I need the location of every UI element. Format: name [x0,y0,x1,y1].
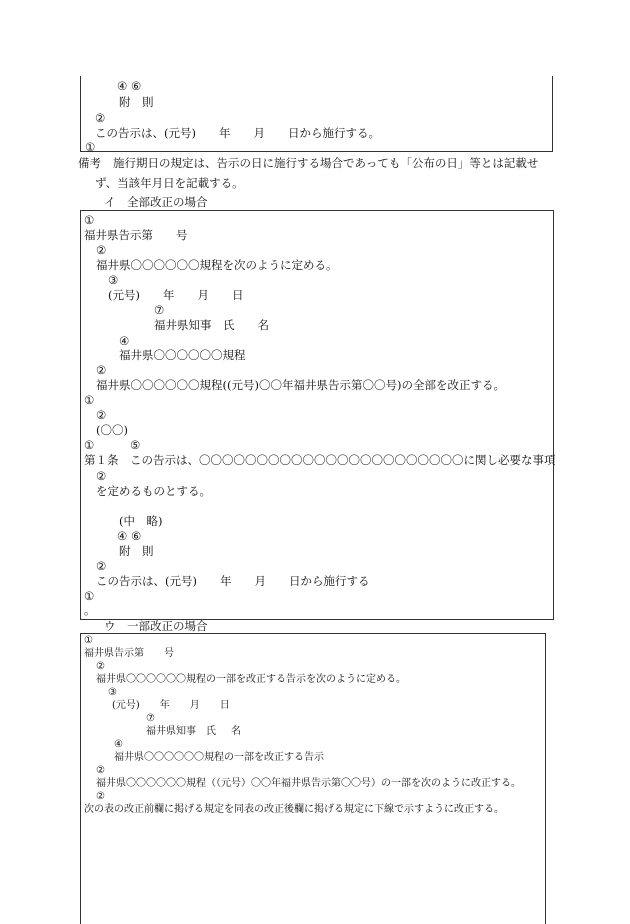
top-circled-numbers: ④ ⑥ [117,79,142,93]
top-box-right-border [552,76,553,152]
i-enforcement-text: この告示は、(元号) 年 月 日から施行する [96,574,370,588]
i-circled-numbers: ④ ⑥ [117,529,142,543]
i-marker-x: ② [96,559,107,573]
i-marker-c: ② [96,243,107,257]
i-article-1-cont: を定めるものとする。 [96,484,211,498]
u-date: (元号) 年 月 日 [112,700,230,711]
i-marker-e: ③ [108,273,119,287]
u-table-instruction: 次の表の改正前欄に掲げる規定を同表の改正後欄に掲げる規定に下線で示すように改正する。 [84,804,504,815]
remark-line-2: ず、当該年月日を記載する。 [95,176,244,190]
remark-line-1: 施行期日の規定は、告示の日に施行する場合であっても「公布の日」等とは記載せ [113,156,539,170]
u-marker-g: ⑦ [146,713,155,724]
i-marker-m: ① [84,393,95,407]
i-full-revision-text: 福井県〇〇〇〇〇〇規程((元号)〇〇年福井県告示第〇〇号)の全部を改正する。 [96,378,505,392]
top-marker-1: ① [85,140,96,154]
top-supplementary-heading: 附 則 [119,95,154,109]
i-omitted: (中 略) [119,514,163,528]
u-notice-number: 福井県告示第 号 [84,648,174,659]
i-marker-a: ① [84,213,95,227]
u-marker-c: ② [96,661,105,672]
section-u-heading: ウ 一部改正の場合 [104,619,208,633]
top-box-left-border [80,76,81,152]
i-marker-z: ① [84,589,95,603]
i-marker-n: ② [96,408,107,422]
i-marker-i: ④ [119,334,130,348]
i-governor: 福井県知事 氏 名 [154,318,269,332]
remark-label: 備考 [78,156,101,170]
i-preamble: 福井県〇〇〇〇〇〇規程を次のように定める。 [96,258,338,272]
u-marker-i: ④ [114,739,123,750]
i-marker-q: ⑤ [130,438,141,452]
top-box-bottom-border [80,151,552,152]
i-article-1: 第１条 この告示は、〇〇〇〇〇〇〇〇〇〇〇〇〇〇〇〇〇〇〇〇〇〇〇に関し必要な事項 [84,453,556,467]
u-marker-a: ① [84,635,93,646]
i-marker-g: ⑦ [154,303,165,317]
i-marker-k: ② [96,363,107,377]
i-article-caption: (〇〇) [96,423,128,437]
u-marker-e: ③ [108,687,117,698]
u-governor: 福井県知事 氏 [146,726,216,737]
u-governor-name: 名 [231,726,241,737]
section-i-heading: イ 全部改正の場合 [104,195,208,209]
u-notice-title: 福井県〇〇〇〇〇〇規程の一部を改正する告示 [114,752,324,763]
i-marker-s: ② [96,469,107,483]
u-marker-m: ② [96,791,105,802]
i-regulation-title: 福井県〇〇〇〇〇〇規程 [119,348,246,362]
i-trailing-period: 。 [84,603,96,617]
top-enforcement-text: この告示は、(元号) 年 月 日から施行する。 [95,126,380,140]
i-notice-number: 福井県告示第 号 [84,228,188,242]
i-date: (元号) 年 月 日 [108,288,244,302]
u-marker-k: ② [96,765,105,776]
top-marker-2: ② [95,111,106,125]
i-supplementary-heading: 附 則 [119,544,154,558]
u-preamble: 福井県〇〇〇〇〇〇規程の一部を改正する告示を次のように定める。 [96,674,406,685]
i-marker-p: ① [84,438,95,452]
u-partial-revision-text: 福井県〇〇〇〇〇〇規程（（元号）〇〇年福井県告示第〇〇号）の一部を次のように改正する。 [96,778,521,789]
